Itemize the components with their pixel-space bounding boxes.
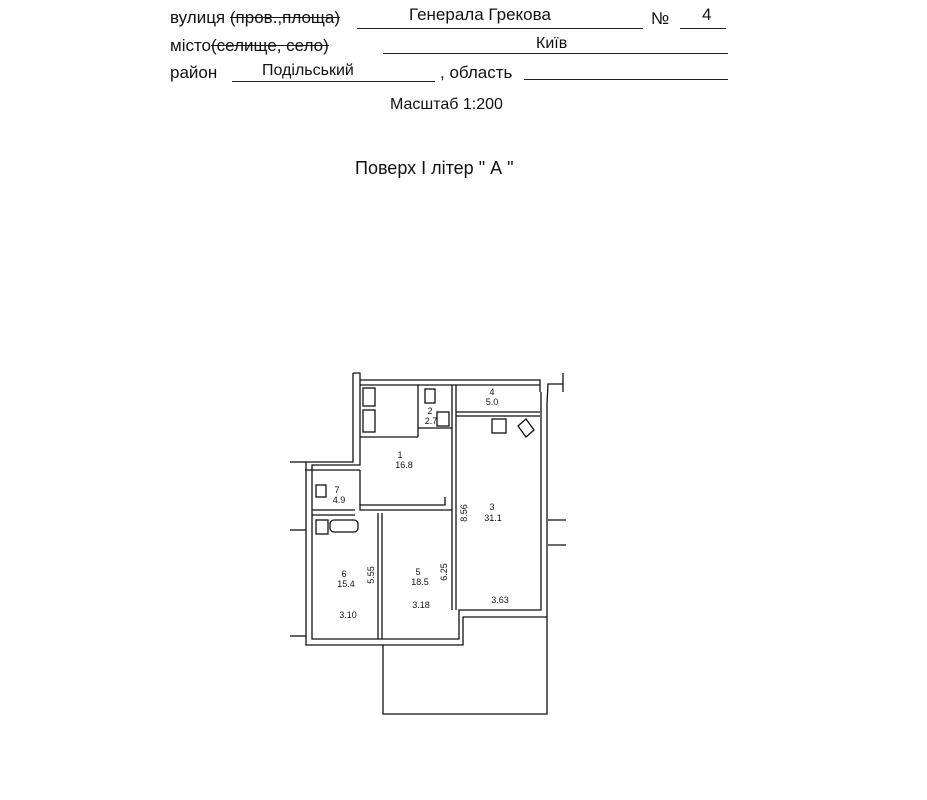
district-label: район bbox=[170, 63, 218, 82]
room-4-number: 4 bbox=[489, 387, 495, 397]
room-2-area: 2.7 bbox=[424, 416, 438, 426]
street-value: Генерала Грекова bbox=[409, 5, 551, 24]
region-label: , область bbox=[440, 63, 513, 82]
dimension-5-55: 5.55 bbox=[366, 566, 376, 584]
room-1-number: 1 bbox=[397, 450, 403, 460]
room-2-number: 2 bbox=[427, 406, 433, 416]
dimension-3-18: 3.18 bbox=[412, 600, 430, 610]
room-5-area: 18.5 bbox=[411, 577, 429, 587]
room-3-number: 3 bbox=[489, 502, 495, 512]
city-label: місто(селище, село) bbox=[170, 36, 329, 55]
room-3-area: 31.1 bbox=[484, 513, 502, 523]
city-struck: (селище, село) bbox=[211, 36, 329, 55]
dimension-3-10: 3.10 bbox=[339, 610, 357, 620]
room-6-area: 15.4 bbox=[337, 579, 355, 589]
room-6-number: 6 bbox=[341, 569, 347, 579]
dimension-3-63: 3.63 bbox=[491, 595, 509, 605]
scale-label: Масштаб 1:200 bbox=[390, 96, 503, 113]
room-4-area: 5.0 bbox=[485, 397, 499, 407]
dimension-6-25: 6.25 bbox=[439, 563, 449, 581]
room-7-number: 7 bbox=[334, 485, 340, 495]
room-1-area: 16.8 bbox=[395, 460, 413, 470]
district-value: Подільський bbox=[262, 62, 354, 79]
street-label: вулиця (пров.,площа) bbox=[170, 8, 341, 27]
street-struck: (пров.,площа) bbox=[229, 8, 341, 27]
city-value: Київ bbox=[536, 35, 568, 52]
room-5-number: 5 bbox=[415, 567, 421, 577]
number-value: 4 bbox=[702, 5, 712, 24]
number-label: № bbox=[651, 9, 670, 28]
room-7-area: 4.9 bbox=[332, 495, 346, 505]
floor-title: Поверх I літер " А " bbox=[355, 158, 514, 178]
dimension-8-56: 8.56 bbox=[459, 504, 469, 522]
